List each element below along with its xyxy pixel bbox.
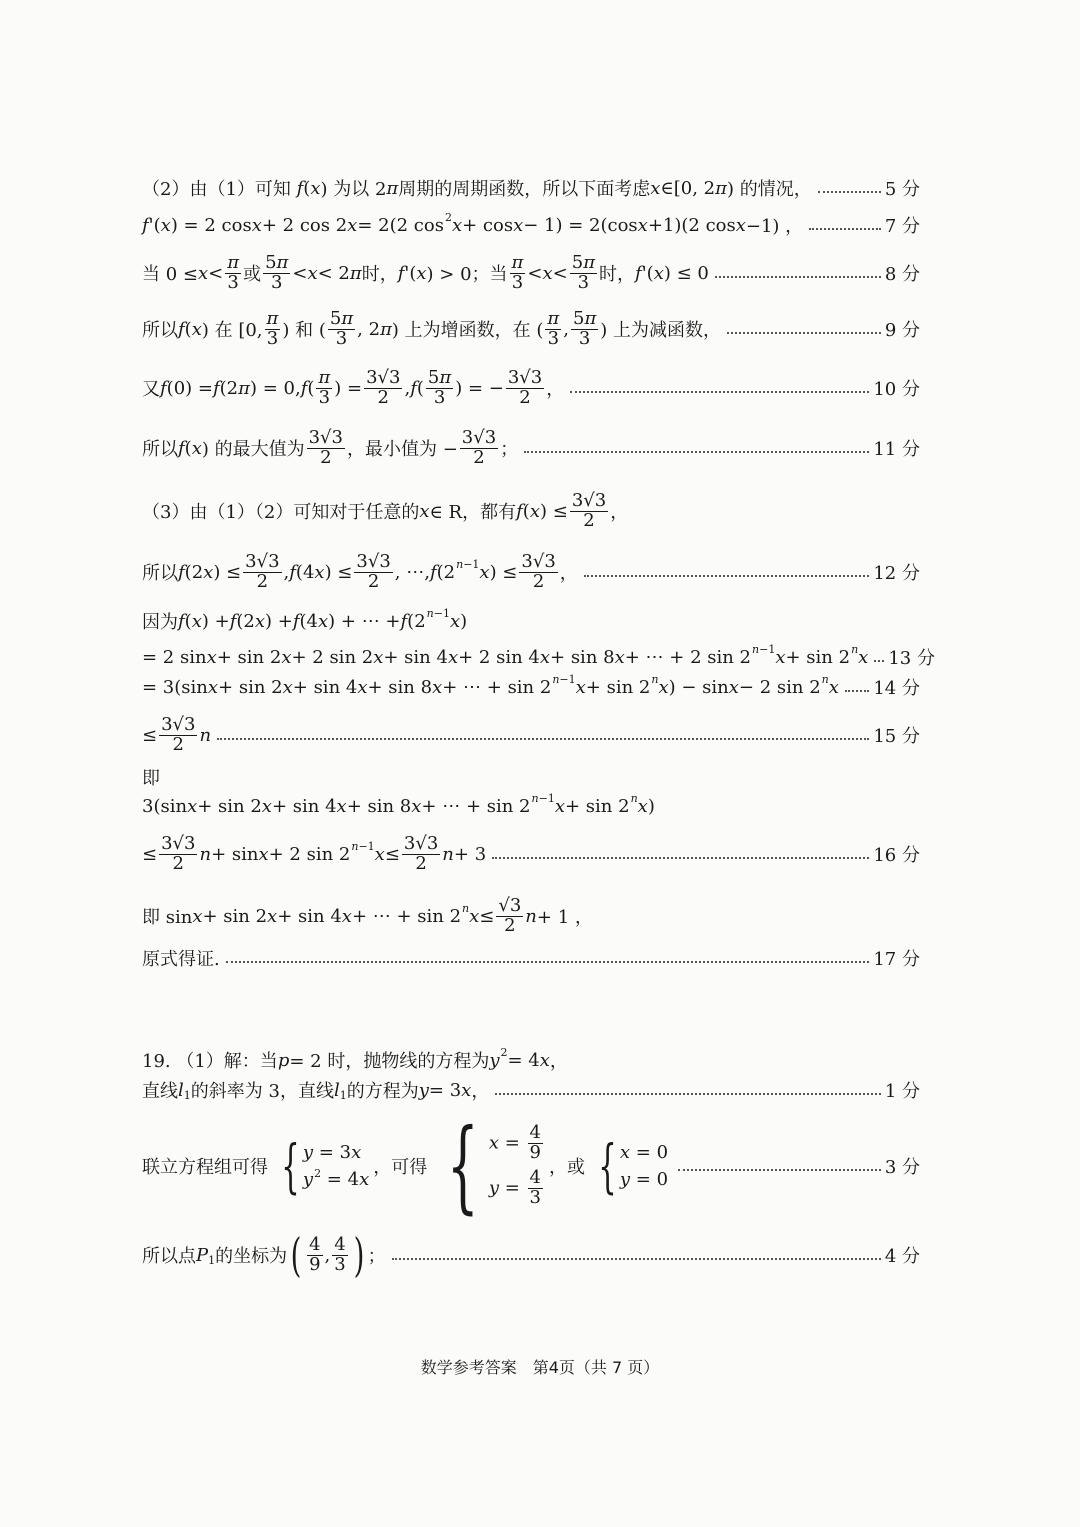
solution-line: 所以点 P 1 的坐标为 ( $\frac{4}{9}$ , $\frac{4}{3}$ ) ； 4 分 [142,1228,920,1282]
dot-leader [392,1258,881,1260]
solution-line: 所以 f (2 x ) ≤ $\frac{3√3}{2}$ , f (4 x ) ≤ $\frac{3√3}{2}$ , ⋯, f (2 n−1 x ) ≤ $\frac{3√3}{2}$ ， 12 分 [142,550,920,592]
dot-leader [818,191,881,193]
score-label: 11 分 [873,439,920,460]
solution-line: ≤ $\frac{3√3}{2}$ n + sin x + 2 sin 2 n−1 x ≤ $\frac{3√3}{2}$ n + 3 16 分 [142,832,920,874]
solution-line: 因为 f ( x ) + f (2 x ) + f (4 x ) + ⋯ + f (2 n−1 x ) [142,606,468,633]
dot-leader [495,1093,881,1095]
solution-line: ≤ $\frac{3√3}{2}$ n 15 分 [142,713,920,755]
solution-line: 所以 f ( x ) 的最大值为 $\frac{3√3}{2}$ ，最小值为 − $\frac{3√3}{2}$ ； 11 分 [142,426,920,468]
dot-leader [809,228,881,230]
dot-leader [226,961,870,963]
dot-leader [715,276,881,278]
solution-line: 即 sin x + sin 2 x + sin 4 x + ⋯ + sin 2 n x ≤ $\frac{√3}{2}$ n + 1 ， [142,894,593,936]
solution-line: = 3(sin x + sin 2 x + sin 4 x + sin 8 x + ⋯ + sin 2 n−1 x + sin 2 n x ) − sin x − 2 sin 2 n x 14 分 [142,672,920,699]
solution-line: = 2 sin x + sin 2 x + 2 sin 2 x + sin 4 x + 2 sin 4 x + sin 8 x + ⋯ + 2 sin 2 n−1 x + sin 2 n x 13 分 [142,642,935,669]
equation-system: { x = 0 y = 0 [598,1132,669,1200]
score-label: 14 分 [873,678,920,699]
dot-leader [570,391,869,393]
solution-line: 联立方程组可得 { y = 3x $y^2 = 4x$ ，可得 { x = $\frac{4}{9}$ y = $\frac{4}{3}$ ，或 { x = 0 y = 0 3 分 [142,1107,920,1224]
dot-leader [524,451,869,453]
page-footer: 数学参考答案 第4页（共 7 页） [420,1358,660,1377]
solution-line: 即 [142,768,160,789]
equation-system: { y = 3x $y^2 = 4x$ [281,1132,370,1200]
score-label: 17 分 [873,949,920,970]
equation-system: { x = $\frac{4}{9}$ y = $\frac{4}{3}$ [447,1107,541,1224]
dot-leader [845,690,869,692]
solution-line: 所以 f ( x ) 在 [0, $\frac{\pi}{3}$ ) 和 ( $\frac{5\pi}{3}$ , 2 π ) 上为增函数，在 ( $\frac{\pi}{3}$ , $\frac{5\pi}{3}$ ) 上为减函数， 9 分 [142,307,920,349]
dot-leader [678,1169,881,1171]
dot-leader [727,332,881,334]
score-label: 5 分 [884,179,920,200]
solution-line: 19. （1）解：当 p = 2 时，抛物线的方程为 y 2 = 4 x ， [142,1045,568,1072]
dot-leader [217,738,869,740]
score-label: 10 分 [873,379,920,400]
score-label: 12 分 [873,563,920,584]
solution-line: 直线 l 1 的斜率为 3，直线 l 1 的方程为 y = 3 x ， 1 分 [142,1076,920,1104]
solution-line: f '( x ) = 2 cos x + 2 cos 2 x = 2(2 cos 2 x + cos x − 1) = 2(cos x +1)(2 cos x −1) ， 7 分 [142,210,920,237]
solution-line: 当 0 ≤ x < $\frac{\pi}{3}$ 或 $\frac{5\pi}{3}$ < x < 2 π 时， f '( x ) > 0；当 $\frac{\pi}{3}$ < x < $\frac{5\pi}{3}$ 时， f '( x ) ≤ 0 8 分 [142,251,920,293]
dot-leader [492,857,869,859]
solution-line: （3）由（1）（2）可知对于任意的 x ∈ R，都有 f ( x ) ≤ $\frac{3√3}{2}$ ， [142,489,629,531]
score-label: 7 分 [884,216,920,237]
score-label: 15 分 [873,726,920,747]
dot-leader [874,660,884,662]
solution-line: （2）由（1）可知 f ( x ) 为以 2 π 周期的周期函数，所以下面考虑 x ∈[0, 2 π ) 的情况， 5 分 [142,174,920,202]
score-label: 1 分 [884,1081,920,1102]
score-label: 16 分 [873,845,920,866]
score-label: 3 分 [884,1157,920,1178]
solution-line: 又 f (0) = f (2 π ) = 0, f ( $\frac{\pi}{3}$ ) = $\frac{3√3}{2}$ , f ( $\frac{5\pi}{3}$ ) = − $\frac{3√3}{2}$ ， 10 分 [142,366,920,408]
solution-line: 原式得证. 17 分 [142,944,920,972]
score-label: 4 分 [884,1246,920,1267]
dot-leader [584,575,870,577]
score-label: 8 分 [884,264,920,285]
solution-line: 3(sin x + sin 2 x + sin 4 x + sin 8 x + ⋯ + sin 2 n−1 x + sin 2 n x ) [142,791,655,817]
score-label: 13 分 [888,648,935,669]
score-label: 9 分 [884,320,920,341]
